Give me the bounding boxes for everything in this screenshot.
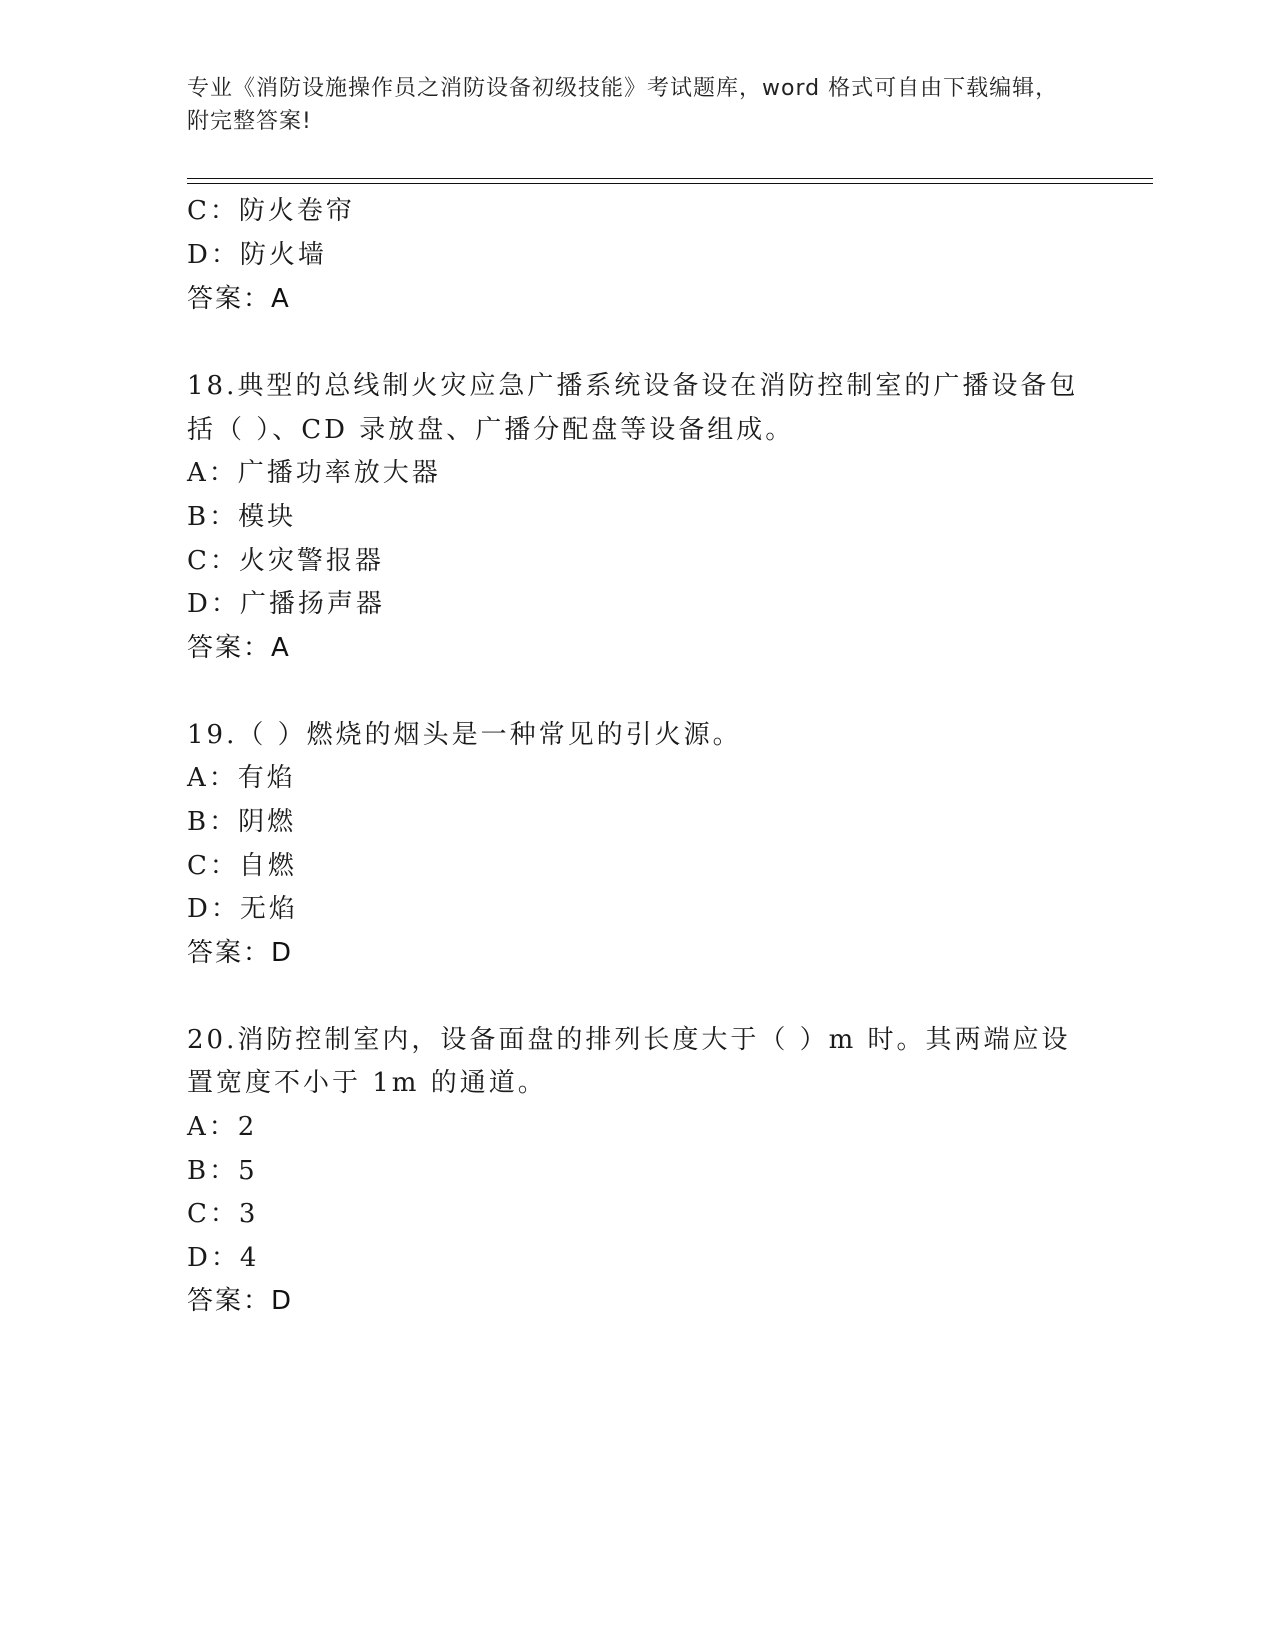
q20-option-d: D：4: [187, 1243, 260, 1273]
q17-answer: 答案：A: [187, 284, 291, 314]
q20-stem-line-1: 20.消防控制室内，设备面盘的排列长度大于（ ）m 时。其两端应设: [187, 1025, 1071, 1055]
header-divider-bottom: [187, 183, 1153, 184]
q20-answer: 答案：D: [187, 1286, 294, 1316]
q19-option-d: D：无焰: [187, 894, 298, 924]
page-header-text: 专业《消防设施操作员之消防设备初级技能》考试题库，word 格式可自由下载编辑，附完整答案!: [187, 76, 1059, 134]
q18-stem-line-2: 括（ ）、CD 录放盘、广播分配盘等设备组成。: [187, 415, 795, 445]
q20-option-b: B：5: [187, 1156, 258, 1186]
q18-option-d: D：广播扬声器: [187, 589, 385, 619]
q20-option-a: A：2: [187, 1112, 258, 1142]
q18-option-a: A：广播功率放大器: [187, 458, 441, 488]
q20-option-c: C：3: [187, 1199, 259, 1229]
q18-option-c: C：火灾警报器: [187, 546, 384, 576]
q18-stem-line-1: 18.典型的总线制火灾应急广播系统设备设在消防控制室的广播设备包: [187, 371, 1079, 401]
q19-option-c: C：自燃: [187, 851, 297, 881]
q20-stem-line-2: 置宽度不小于 1m 的通道。: [187, 1068, 547, 1098]
q17-option-d: D：防火墙: [187, 240, 327, 270]
q19-option-a: A：有焰: [187, 763, 296, 793]
header-divider-top: [187, 178, 1153, 179]
q19-stem: 19.（ ）燃烧的烟头是一种常见的引火源。: [187, 720, 742, 750]
q18-answer: 答案：A: [187, 633, 291, 663]
q17-option-c: C：防火卷帘: [187, 196, 355, 226]
q19-answer: 答案：D: [187, 938, 294, 968]
q19-option-b: B：阴燃: [187, 807, 297, 837]
q18-option-b: B：模块: [187, 502, 297, 532]
